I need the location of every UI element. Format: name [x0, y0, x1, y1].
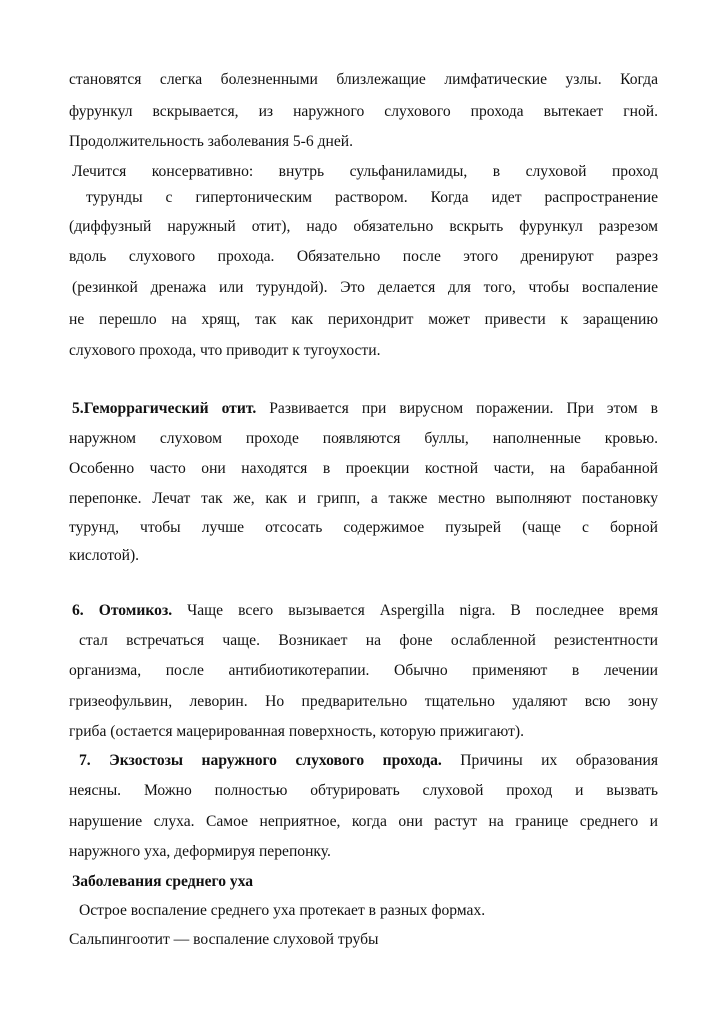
- section-7-first-line: [79, 747, 658, 775]
- text-line: фурункул вскрывается, из наружного слухового прохода вытекает гной.: [69, 103, 658, 120]
- text-line: наружном слуховом проходе появляются буллы, наполненные кровью.: [69, 430, 658, 447]
- section-5-title: 5.Геморрагический отит.: [72, 400, 257, 417]
- text-line: Острое воспаление среднего уха протекает в разных формах.: [79, 902, 486, 919]
- text-line: (резинкой дренажа или турундой). Это делается для того, чтобы воспаление: [72, 279, 658, 296]
- section-6-first-rest: Чаще всего вызывается Aspergilla nigra. В последнее время: [172, 602, 658, 619]
- text-line: гризеофульвин, леворин. Но предварительно тщательно удаляют всю зону: [69, 693, 658, 710]
- section-heading: [72, 868, 658, 896]
- section-6-title: 6. Отомикоз.: [72, 602, 173, 619]
- text-line: организма, после антибиотикотерапии. Обычно применяют в лечении: [69, 662, 658, 679]
- text-line: турунды с гипертоническим раствором. Когда идет распространение: [86, 189, 658, 206]
- section-7-title: 7. Экзостозы наружного слухового прохода.: [79, 752, 442, 769]
- text-line: неясны. Можно полностью обтурировать слуховой проход и вызвать: [69, 782, 658, 799]
- text-line: (диффузный наружный отит), надо обязательно вскрыть фурункул разрезом: [69, 218, 658, 235]
- text-line: гриба (остается мацерированная поверхность, которую прижигают).: [69, 723, 524, 740]
- text-line: нарушение слуха. Самое неприятное, когда они растут на границе среднего и: [69, 813, 658, 830]
- heading-middle-ear: Заболевания среднего уха: [72, 873, 254, 890]
- text-line: Продолжительность заболевания 5-6 дней.: [69, 133, 354, 150]
- section-5-first-rest: Развивается при вирусном поражении. При этом в: [256, 400, 658, 417]
- section-7-first-rest: Причины их образования: [441, 752, 658, 769]
- text-line: Особенно часто они находятся в проекции костной части, на барабанной: [69, 460, 658, 477]
- text-line: не перешло на хрящ, так как перихондрит может привести к заращению: [69, 311, 658, 328]
- text-line: кислотой).: [69, 547, 140, 564]
- text-line: Сальпингоотит — воспаление слуховой трубы: [69, 931, 379, 948]
- text-line: наружного уха, деформируя перепонку.: [69, 843, 331, 860]
- text-line: слухового прохода, что приводит к тугоухости.: [69, 342, 381, 359]
- text-line: стал встречаться чаще. Возникает на фоне ослабленной резистентности: [79, 632, 658, 649]
- section-5-first-line: [72, 395, 658, 423]
- text-line: Лечится консервативно: внутрь сульфаниламиды, в слуховой проход: [72, 163, 658, 180]
- text-line: перепонке. Лечат так же, как и грипп, а также местно выполняют постановку: [69, 490, 658, 507]
- text-line: становятся слегка болезненными близлежащие лимфатические узлы. Когда: [69, 71, 658, 88]
- text-line: вдоль слухового прохода. Обязательно после этого дренируют разрез: [69, 248, 658, 265]
- text-line: турунд, чтобы лучше отсосать содержимое пузырей (чаще с борной: [69, 519, 658, 536]
- section-6-first-line: [72, 597, 658, 625]
